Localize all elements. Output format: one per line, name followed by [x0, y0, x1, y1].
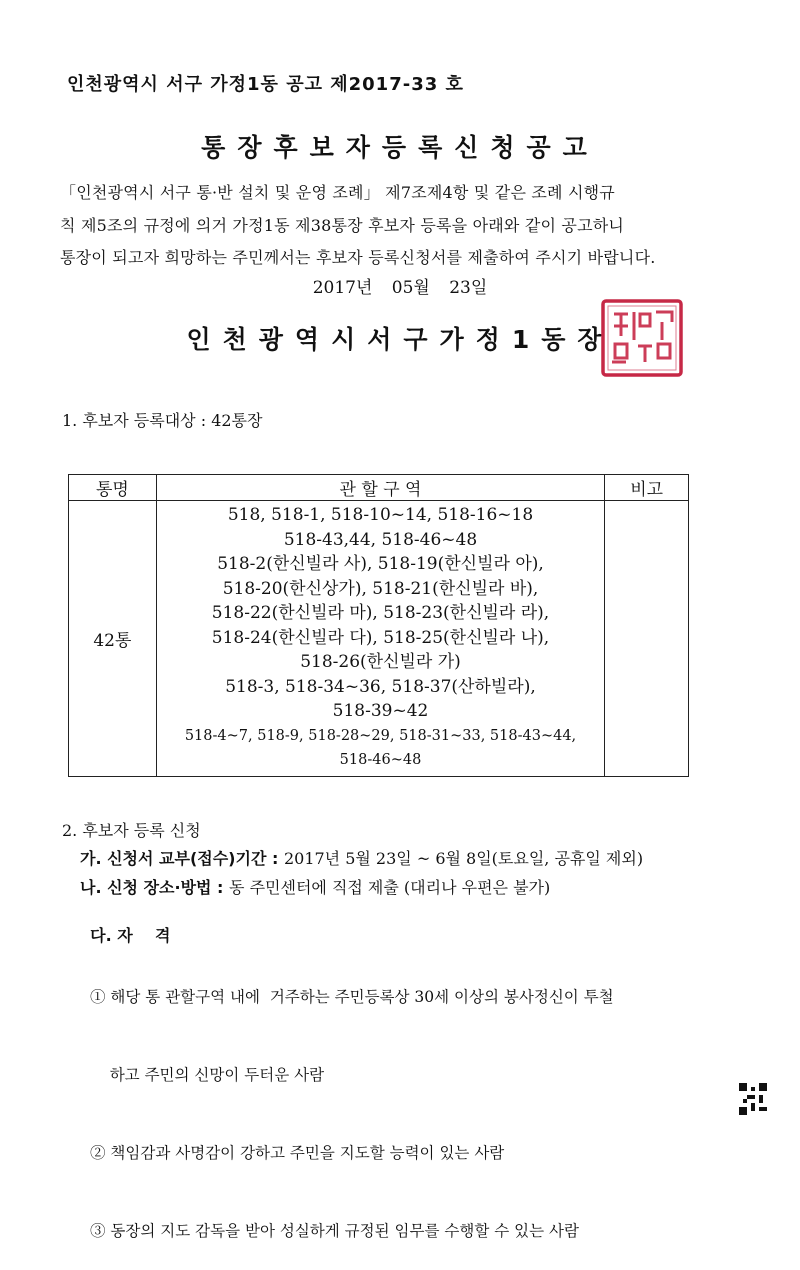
qualification-item: ① 해당 통 관할구역 내에 거주하는 주민등록상 30세 이상의 봉사정신이 투철 [90, 988, 614, 1006]
qr-code-icon [739, 1083, 767, 1115]
issuer-name: 인천광역시서구가정1동장 [186, 325, 614, 354]
table-header-row [69, 475, 689, 501]
note-cell [605, 501, 689, 777]
section-2-heading: 2. 후보자 등록 신청 [62, 821, 201, 840]
area-line: 518-3, 518-34~36, 518-37(산하빌라), [225, 676, 536, 697]
page-title: 통장후보자등록신청공고 [201, 133, 599, 162]
area-line: 518-20(한신상가), 518-21(한신빌라 바), [222, 578, 539, 599]
tong-cell: 42통 [69, 501, 157, 777]
area-cell [156, 501, 605, 777]
intro-line-1: 「인천광역시 서구 통·반 설치 및 운영 조례」 제7조제4항 및 같은 조례 시행규 [60, 183, 615, 202]
area-line-small: 518-4~7, 518-9, 518-28~29, 518-31~33, 518-43~44, [184, 727, 577, 744]
qualification-label: 다. 자 격 [90, 926, 171, 945]
application-period-label: 가. 신청서 교부(접수)기간 : [80, 849, 284, 868]
notice-date: 2017년 05월 23일 [312, 278, 488, 298]
area-line: 518-22(한신빌라 마), 518-23(한신빌라 라), [211, 603, 550, 623]
application-period [80, 846, 643, 869]
application-method-value: 동 주민센터에 직접 제출 (대리나 우편은 불가) [229, 878, 551, 897]
notice-number: 인천광역시 서구 가정1동 공고 제2017-33 호 [67, 74, 464, 95]
application-method [80, 875, 550, 898]
column-header-tong: 통명 [69, 475, 157, 501]
application-method-label: 나. 신청 장소·방법 : [80, 878, 230, 897]
area-line: 518-2(한신빌라 사), 518-19(한신빌라 아), [217, 554, 544, 574]
section-1-heading: 1. 후보자 등록대상 : 42통장 [62, 411, 263, 430]
qualification-item: 하고 주민의 신망이 두터운 사람 [90, 1066, 325, 1084]
area-line-small: 518-46~48 [339, 751, 422, 768]
area-line: 518-43,44, 518-46~48 [283, 529, 478, 550]
area-line: 518-24(한신빌라 다), 518-25(한신빌라 나), [211, 627, 550, 648]
qualification-list [90, 932, 614, 1270]
column-header-note: 비고 [605, 475, 689, 501]
column-header-area: 관 할 구 역 [156, 475, 605, 501]
table-row [69, 501, 689, 777]
intro-line-2: 칙 제5조의 규정에 의거 가정1동 제38통장 후보자 등록을 아래와 같이 공고하니 [60, 216, 625, 235]
area-line: 518-39~42 [332, 701, 429, 721]
qualification-item: ③ 동장의 지도 감독을 받아 성실하게 규정된 임무를 수행할 수 있는 사람 [90, 1222, 579, 1240]
official-seal-icon [600, 298, 684, 378]
jurisdiction-table [68, 474, 689, 777]
intro-line-3: 통장이 되고자 희망하는 주민께서는 후보자 등록신청서를 제출하여 주시기 바랍니다. [60, 248, 656, 267]
qualification-item: ② 책임감과 사명감이 강하고 주민을 지도할 능력이 있는 사람 [90, 1144, 505, 1162]
area-line: 518, 518-1, 518-10~14, 518-16~18 [227, 505, 534, 525]
application-period-value: 2017년 5월 23일 ~ 6월 8일(토요일, 공휴일 제외) [283, 849, 644, 868]
area-line: 518-26(한신빌라 가) [300, 652, 461, 672]
